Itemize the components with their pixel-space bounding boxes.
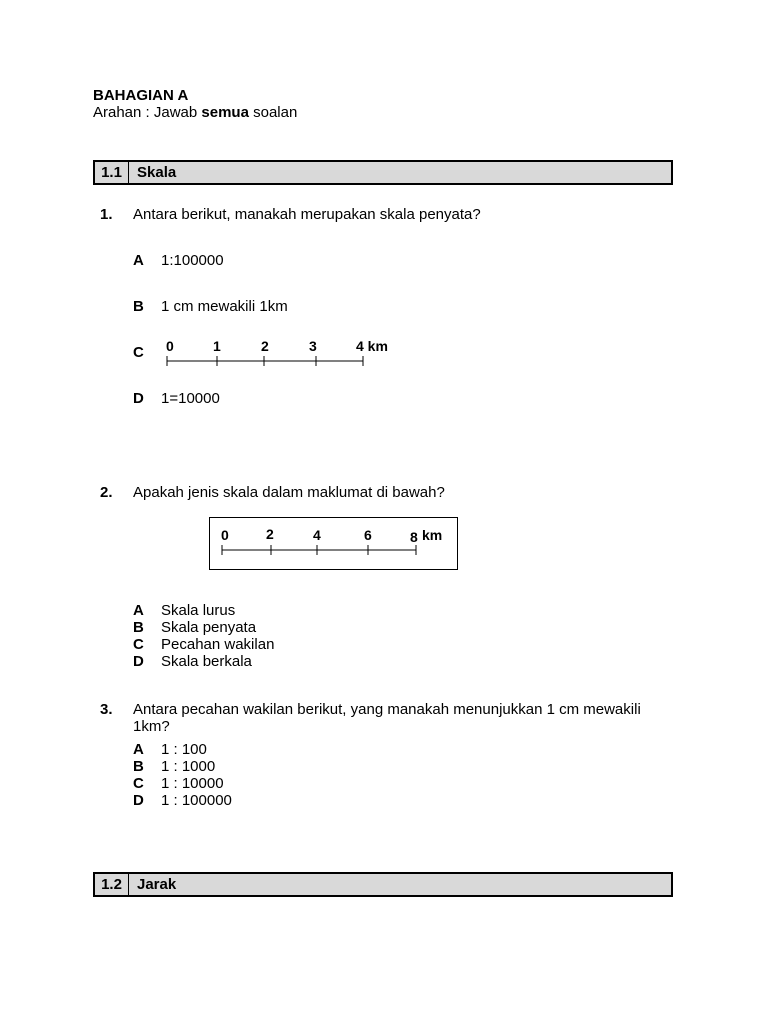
section-title: Skala [137, 164, 177, 181]
scale-label: 2 [261, 338, 269, 354]
scale-label: 2 [266, 526, 274, 542]
question-text: Antara berikut, manakah merupakan skala penyata? [133, 206, 481, 223]
option-letter: B [133, 758, 144, 775]
option-letter: B [133, 619, 144, 636]
scale-label: 0 [221, 527, 229, 543]
linear-scale-figure [209, 517, 458, 570]
scale-label: 3 [309, 338, 317, 354]
scale-frame [210, 518, 458, 570]
option-letter: C [133, 636, 144, 653]
option-text: 1=10000 [161, 390, 220, 407]
scale-label: 8 [410, 529, 418, 545]
option-letter: D [133, 390, 144, 407]
option-letter: A [133, 252, 144, 269]
scale-label: 0 [166, 338, 174, 354]
instructions [93, 104, 297, 121]
instruction-suffix: soalan [248, 104, 298, 121]
option-text: 1 : 100000 [161, 792, 232, 809]
scale-label: 1 [213, 338, 221, 354]
section-number: 1.2 [95, 874, 129, 895]
option-text: 1:100000 [161, 252, 224, 269]
page-title: BAHAGIAN A [93, 87, 189, 104]
question-text: Apakah jenis skala dalam maklumat di bawah? [133, 484, 445, 501]
option-letter: C [133, 344, 144, 361]
option-text: Pecahan wakilan [161, 636, 275, 653]
instruction-bold: semua [201, 104, 249, 121]
scale-label: 6 [364, 527, 372, 543]
question-number: 3. [100, 701, 113, 718]
option-text: 1 : 1000 [161, 758, 216, 775]
option-letter: C [133, 775, 144, 792]
scale-label: 4 km [356, 338, 388, 354]
option-letter: D [133, 653, 144, 670]
section-header-jarak [93, 872, 673, 897]
question-number: 2. [100, 484, 113, 501]
section-title: Jarak [137, 876, 177, 893]
option-letter: D [133, 792, 144, 809]
question-text: Antara pecahan wakilan berikut, yang manakah menunjukkan 1 cm mewakili 1km? [133, 701, 641, 735]
section-header-skala [93, 160, 673, 185]
linear-scale-option-c [160, 334, 400, 374]
instruction-prefix: Arahan : Jawab [93, 104, 202, 121]
option-text: Skala penyata [161, 619, 257, 636]
option-text: 1 : 100 [161, 741, 207, 758]
section-number: 1.1 [95, 162, 129, 183]
option-text: Skala lurus [161, 602, 236, 619]
option-letter: A [133, 741, 144, 758]
option-text: 1 cm mewakili 1km [161, 298, 288, 315]
option-text: Skala berkala [161, 653, 252, 670]
question-number: 1. [100, 206, 113, 223]
option-letter: B [133, 298, 144, 315]
scale-label: 4 [313, 527, 321, 543]
scale-unit: km [422, 527, 443, 543]
option-letter: A [133, 602, 144, 619]
option-text: 1 : 10000 [161, 775, 224, 792]
